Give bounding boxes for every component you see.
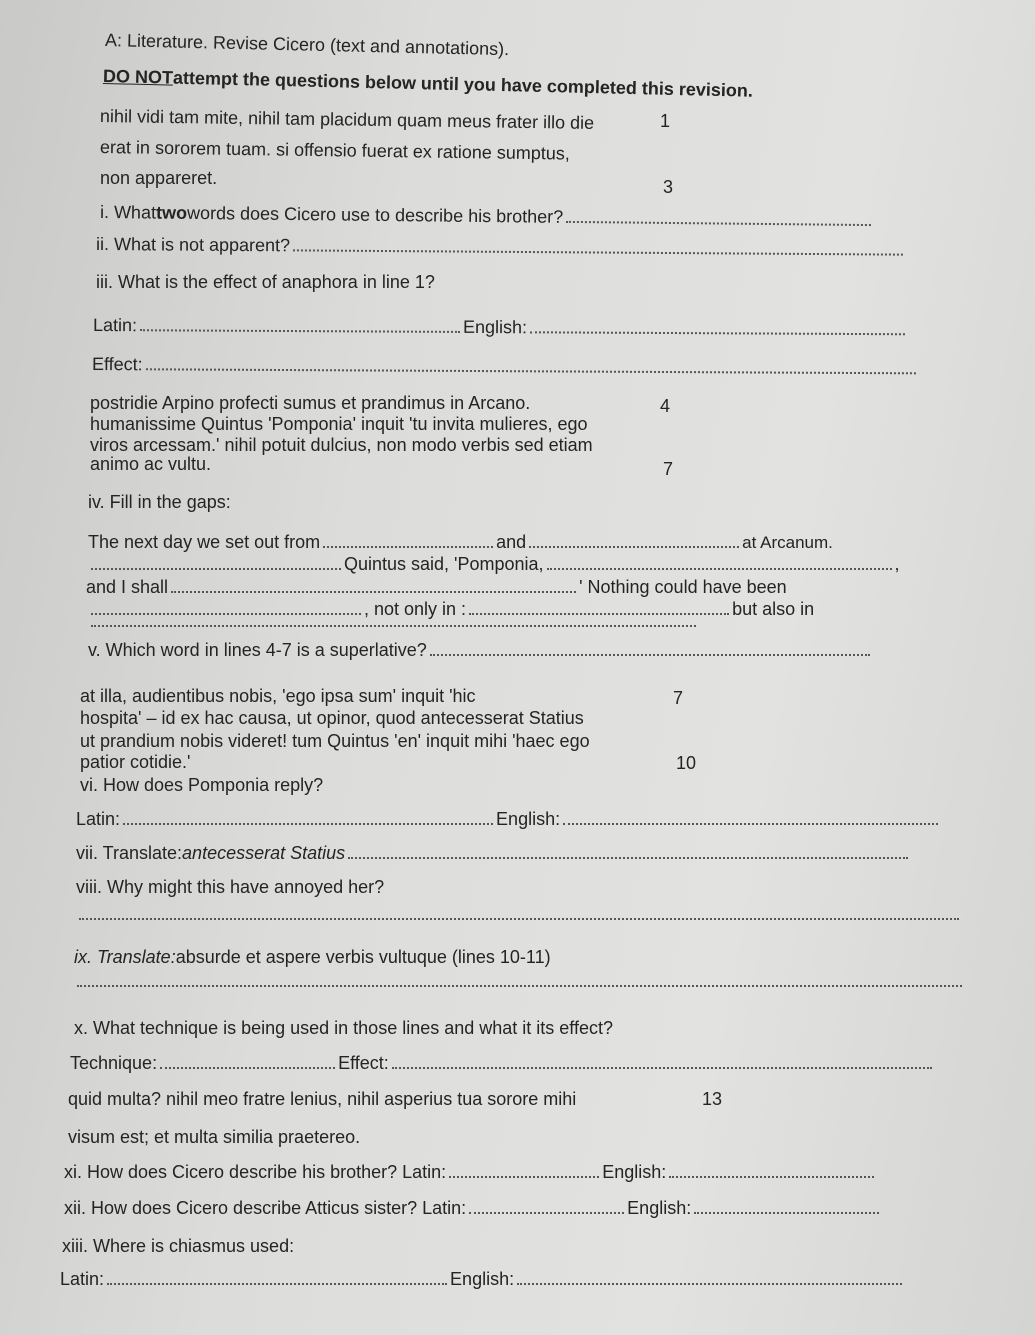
passage2-line: humanissime Quintus 'Pomponia' inquit 'tu invita mulieres, ego <box>90 414 588 434</box>
question-emphasis: two <box>155 202 188 223</box>
english-label: English: <box>496 809 561 829</box>
latin-label: Latin: <box>92 315 138 336</box>
gap-text: but also in <box>732 599 815 619</box>
question-7 <box>76 843 911 864</box>
gap-text: , not only in : <box>364 599 467 619</box>
gap-field[interactable] <box>91 624 696 627</box>
gap-field[interactable] <box>529 545 739 548</box>
line-number: 13 <box>702 1089 723 1109</box>
question-text: v. Which word in lines 4-7 is a superlative? <box>88 640 427 660</box>
passage3-line: at illa, audientibus nobis, 'ego ipsa sum' inquit 'hic <box>80 686 476 706</box>
gap-field[interactable] <box>171 590 576 593</box>
question-10: x. What technique is being used in those lines and what it its effect? <box>74 1018 613 1038</box>
question-text: absurde et aspere verbis vultuque (lines 10-11) <box>175 947 551 967</box>
english-label: English: <box>462 316 528 338</box>
question-9-answer <box>74 984 965 987</box>
answer-field[interactable] <box>293 248 903 255</box>
question-text: ii. What is not apparent? <box>95 234 291 256</box>
question-text: vii. Translate: <box>76 843 183 863</box>
effect-answer-field[interactable] <box>392 1066 932 1069</box>
effect-label: Effect: <box>91 354 143 375</box>
answer-field[interactable] <box>77 984 962 987</box>
warning-emphasis: DO NOT <box>102 66 174 88</box>
gap-text: Quintus said, 'Pomponia, <box>344 554 544 574</box>
question-10-answers <box>70 1053 935 1074</box>
heading: A: Literature. Revise Cicero (text and annotations). <box>104 30 510 60</box>
gap-field[interactable] <box>91 612 361 615</box>
english-answer-field[interactable] <box>669 1175 874 1178</box>
question-9 <box>74 947 551 968</box>
gap-text: The next day we set out from <box>88 532 321 552</box>
question-5 <box>88 640 873 661</box>
english-answer-field[interactable] <box>563 822 938 825</box>
effect-label: Effect: <box>338 1053 389 1073</box>
question-12 <box>64 1198 882 1219</box>
question-11 <box>64 1162 877 1183</box>
gap-field[interactable] <box>547 567 892 570</box>
passage3-line: hospita' – id ex hac causa, ut opinor, quod antecesserat Statius <box>80 708 584 728</box>
technique-label: Technique: <box>70 1053 158 1073</box>
passage2-line: postridie Arpino profecti sumus et prandimus in Arcano. <box>90 393 531 413</box>
question-3: iii. What is the effect of anaphora in line 1? <box>96 272 435 292</box>
gap-field[interactable] <box>469 612 729 615</box>
latin-label: Latin: <box>60 1269 105 1289</box>
question-3-effect <box>92 354 919 379</box>
latin-label: Latin: <box>76 809 121 829</box>
latin-answer-field[interactable] <box>140 328 460 333</box>
passage2-line: viros arcessam.' nihil potuit dulcius, non modo verbis sed etiam <box>90 435 593 455</box>
question-text: i. What <box>99 202 157 223</box>
line-number: 3 <box>663 177 674 197</box>
line-number: 1 <box>660 111 671 131</box>
question-text: xii. How does Cicero describe Atticus sister? Latin: <box>64 1198 467 1218</box>
question-text: ix. Translate: <box>74 947 176 967</box>
answer-field[interactable] <box>79 917 959 920</box>
question-text: words does Cicero use to describe his brother? <box>186 202 564 227</box>
english-answer-field[interactable] <box>517 1282 902 1285</box>
question-8-answer <box>76 917 962 920</box>
passage3-line: patior cotidie.' <box>80 752 191 772</box>
english-answer-field[interactable] <box>694 1211 879 1214</box>
answer-field[interactable] <box>348 856 908 859</box>
passage3-line: ut prandium nobis videret! tum Quintus 'en' inquit mihi 'haec ego <box>80 731 590 751</box>
gap-line <box>86 577 787 598</box>
english-label: English: <box>450 1269 515 1289</box>
effect-answer-field[interactable] <box>146 367 916 374</box>
passage4-line: quid multa? nihil meo fratre lenius, nihil asperius tua sorore mihi <box>68 1089 577 1109</box>
passage1-line: nihil vidi tam mite, nihil tam placidum quam meus frater illo die <box>99 106 595 133</box>
gap-text: , <box>894 554 900 574</box>
gap-field[interactable] <box>323 545 493 548</box>
question-13-answers <box>60 1269 905 1290</box>
passage4-line: visum est; et multa similia praetereo. <box>68 1127 361 1147</box>
gap-text: and <box>496 532 527 552</box>
gap-field[interactable] <box>91 567 341 570</box>
answer-field[interactable] <box>566 220 871 226</box>
question-4-title: iv. Fill in the gaps: <box>88 492 231 512</box>
latin-answer-field[interactable] <box>449 1175 599 1178</box>
passage1-line: erat in sororem tuam. si offensio fuerat ex ratione sumptus, <box>99 137 570 164</box>
english-answer-field[interactable] <box>530 330 905 335</box>
question-1 <box>100 202 874 231</box>
technique-answer-field[interactable] <box>160 1066 335 1069</box>
latin-answer-field[interactable] <box>107 1282 447 1285</box>
question-6-answers <box>76 809 941 830</box>
question-13: xiii. Where is chiasmus used: <box>62 1236 295 1256</box>
gap-line <box>88 532 833 553</box>
answer-field[interactable] <box>430 653 870 656</box>
gap-text: and I shall <box>86 577 169 597</box>
gap-line <box>88 554 900 575</box>
gap-line <box>88 624 699 627</box>
question-2 <box>96 234 906 261</box>
warning <box>103 66 753 102</box>
gap-text: at Arcanum. <box>742 533 833 552</box>
line-number: 7 <box>673 688 684 708</box>
english-label: English: <box>602 1162 667 1182</box>
gap-line <box>88 599 814 620</box>
gap-text: ' Nothing could have been <box>579 577 787 597</box>
line-number: 7 <box>663 459 674 479</box>
question-8: viii. Why might this have annoyed her? <box>76 877 385 897</box>
passage1-line: non appareret. <box>100 168 218 188</box>
latin-answer-field[interactable] <box>123 822 493 825</box>
question-latin: antecesserat Statius <box>182 843 346 863</box>
line-number: 4 <box>660 396 671 416</box>
latin-answer-field[interactable] <box>469 1211 624 1214</box>
question-6: vi. How does Pomponia reply? <box>80 775 324 795</box>
line-number: 10 <box>676 753 697 773</box>
question-text: xi. How does Cicero describe his brother? Latin: <box>64 1162 447 1182</box>
english-label: English: <box>627 1198 692 1218</box>
question-3-answers <box>93 315 908 340</box>
passage2-line: animo ac vultu. <box>90 454 212 474</box>
warning-text: attempt the questions below until you have completed this revision. <box>172 67 754 101</box>
